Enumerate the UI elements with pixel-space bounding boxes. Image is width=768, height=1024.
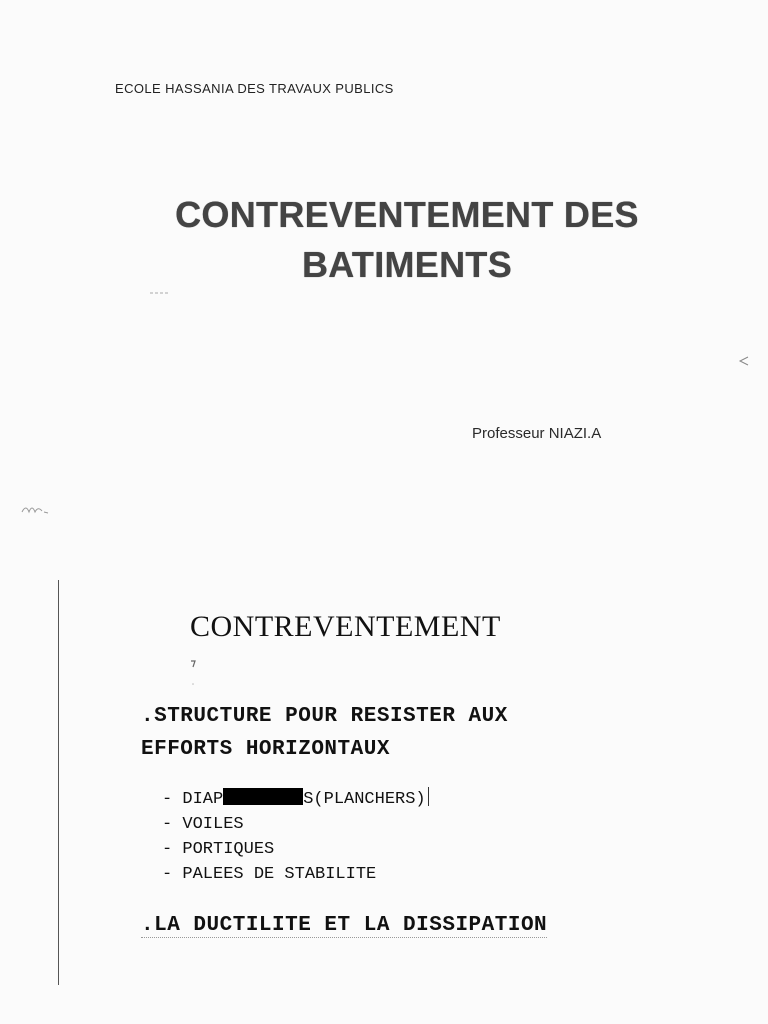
redaction-bar xyxy=(223,788,303,805)
list-item: - VOILES xyxy=(162,815,244,834)
point-structure xyxy=(141,700,508,766)
text-cursor xyxy=(428,787,429,806)
list-item-prefix: - DIAP xyxy=(162,790,224,809)
point-structure-line-1: .STRUCTURE POUR RESISTER AUX xyxy=(141,705,508,728)
school-name: ECOLE HASSANIA DES TRAVAUX PUBLICS xyxy=(115,81,394,96)
title-line-2: BATIMENTS xyxy=(301,244,513,285)
point-ductility: .LA DUCTILITE ET LA DISSIPATION xyxy=(141,914,548,937)
list-item xyxy=(162,787,429,812)
list-item-suffix: S(PLANCHERS) xyxy=(303,790,426,809)
title-line-1: CONTREVENTEMENT DES xyxy=(175,194,639,235)
handwritten-mark-icon xyxy=(20,500,52,520)
point-structure-line-2: EFFORTS HORIZONTAUX xyxy=(141,738,390,761)
scan-speck-icon xyxy=(188,658,198,690)
list-item: - PALEES DE STABILITE xyxy=(162,865,377,884)
professor-name: Professeur NIAZI.A xyxy=(472,425,602,442)
page-left-border xyxy=(58,580,59,985)
scan-speck-icon xyxy=(148,290,172,296)
bracing-list xyxy=(162,787,429,887)
slide-heading: CONTREVENTEMENT xyxy=(190,610,501,643)
list-item: - PORTIQUES xyxy=(162,840,275,859)
document-title xyxy=(0,190,768,290)
scan-mark-icon xyxy=(737,355,751,367)
